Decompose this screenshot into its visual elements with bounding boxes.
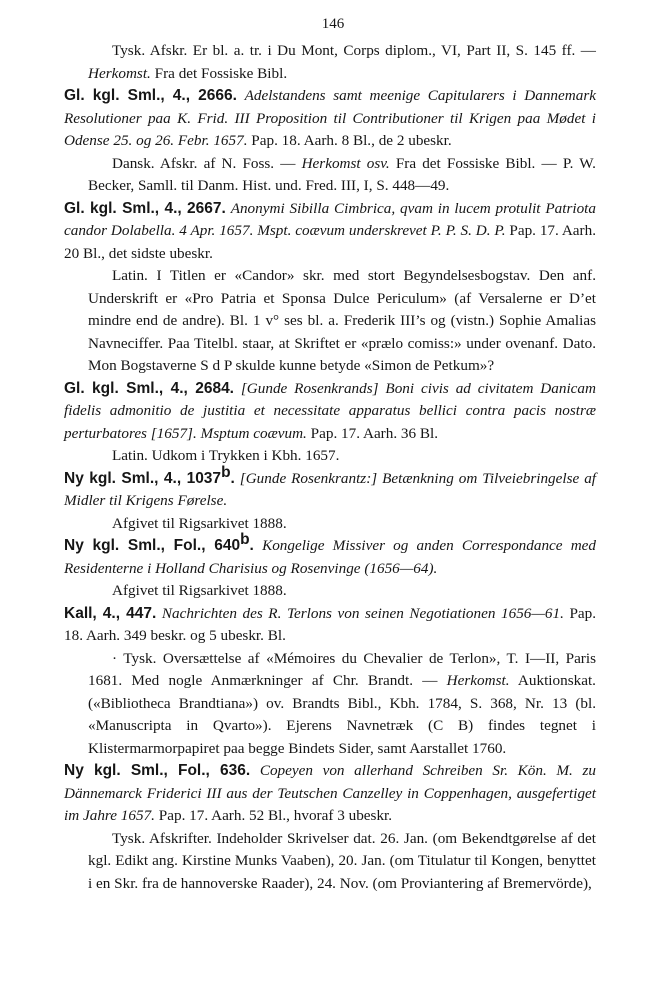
entry-note <box>88 648 596 761</box>
body-text: Latin. Udkom i Trykken i Kbh. 1657. <box>112 447 340 464</box>
entry-note <box>88 580 596 603</box>
shelfmark: Gl. kgl. Sml., 4., 2667. <box>64 199 226 217</box>
body-text: Afgivet til Rigsarkivet 1888. <box>112 514 287 532</box>
italic-text: Herkomst. <box>446 672 510 689</box>
page-number: 146 <box>321 16 345 32</box>
body-text: Pap. 17. Aarh. 36 Bl. <box>306 424 439 442</box>
entry-note <box>88 445 596 468</box>
italic-text: Anonymi Sibilla Cimbrica, qvam in lucem protulit Patriota candor Dolabella. 4 Apr. 1657. Mspt. coævum underskrevet P. P. S. D. P. <box>64 199 596 239</box>
body-text: Tysk. Afskrifter. Indeholder Skrivelser dat. 26. Jan. (om Bekendtgørelse af det kgl. Edikt ang. Kirstine Munks Vaaben), 20. Jan. (om Titulatur til Kongen, benyttet i en Skr. fra de hannoverske Raader), 24. Nov. (om Proviantering af Bremervörde), <box>88 829 596 892</box>
shelfmark: Ny kgl. Sml., Fol., 640 <box>64 537 241 554</box>
italic-text: Herkomst osv. <box>301 154 390 172</box>
body-text: ses bl. a. Frederik III’s og (vistn.) Sophie Amalias Navneciffer. Paa Titelbl. staar, at Skriftet er «prælo comiss:» under ovenanf. Dato. Mon Bogstaverne S d P skulde kunne betyde «Simon de Petkum»? <box>88 312 596 374</box>
catalogue-entry <box>64 530 597 580</box>
body-text <box>250 762 260 779</box>
entry-note <box>88 828 596 896</box>
catalogue-entry <box>64 198 596 266</box>
catalogue-entry <box>64 378 596 446</box>
shelfmark: Kall, 4., 447. <box>64 604 157 622</box>
italic-text: Kongelige Missiver og anden Correspondance med Residenterne i Holland Charisius og Rosenvinge (1656—64). <box>64 537 597 577</box>
shelfmark-superscript: b <box>221 463 231 481</box>
shelfmark: Ny kgl. Sml., 4., 1037 <box>64 469 222 487</box>
shelfmark: Gl. kgl. Sml., 4., 2684. <box>64 379 234 397</box>
document-page <box>64 14 597 895</box>
catalogue-entry <box>64 463 597 513</box>
shelfmark: Gl. kgl. Sml., 4., 2666. <box>64 87 237 104</box>
body-text: Afgivet til Rigsarkivet 1888. <box>112 582 287 599</box>
italic-text: Adelstandens samt meenige Capitularers i Dannemark Resolutioner paa K. Frid. III Proposition til Contributioner til Krigen paa Mødet i Odense 25. og 26. Febr. 1657. <box>64 87 596 149</box>
catalogue-text <box>64 40 597 895</box>
body-text: Pap. 17. Aarh. 52 Bl., hvoraf 3 ubeskr. <box>154 807 393 824</box>
body-text <box>234 380 241 397</box>
body-text <box>237 87 245 104</box>
italic-text: Herkomst. <box>88 64 151 82</box>
body-text: Auktionskat. («Bibliotheca Brandtiana») ov. Brandts Bibl., Kbh. 1784, S. 368, Nr. 13 (bl. «Manuscripta in Qvarto»). Ejerens Navnetræk (C B) findes tegnet i Klistermarmorpapiret paa begge Bindets Sider, samt Aarstallet 1760. <box>88 672 596 757</box>
shelfmark: Ny kgl. Sml., Fol., 636. <box>64 762 251 779</box>
shelfmark-superscript: b <box>240 530 250 548</box>
body-text: Dansk. Afskr. af N. Foss. — <box>112 154 302 172</box>
entry-note <box>88 40 596 85</box>
body-text <box>254 537 262 554</box>
body-text: Tysk. Afskr. Er bl. a. tr. i Du Mont, Corps diplom., VI, Part II, S. 145 ff. — <box>112 42 596 59</box>
entry-note <box>88 513 596 536</box>
italic-text: Nachrichten des R. Terlons von seinen Negotiationen 1656—61. <box>161 604 564 622</box>
entry-note <box>88 153 596 198</box>
shelfmark: . <box>230 469 235 487</box>
italic-text: Copeyen von allerhand Schreiben Sr. Kön. M. zu Dännemarck Friderici III aus der Teutschen Canzelley in Coppenhagen, ausgefertiget im Jahre 1657. <box>64 762 596 824</box>
catalogue-entry <box>64 760 596 828</box>
body-text: Pap. 18. Aarh. 349 beskr. og 5 ubeskr. Bl. <box>64 604 597 644</box>
body-text: Pap. 17. Aarh. 20 Bl., det sidste ubeskr. <box>64 222 596 262</box>
catalogue-entry <box>64 85 596 153</box>
italic-text: [Gunde Rosenkrantz:] Betænkning om Tilveiebringelse af Midler til Krigens Førelse. <box>64 469 597 509</box>
body-text: · Tysk. Oversættelse af «Mémoires du Chevalier de Terlon», T. I—II, Paris 1681. Med nogle Anmærkninger af Chr. Brandt. — <box>88 649 596 689</box>
body-text: Fra det Fossiske Bibl. <box>150 64 288 82</box>
entry-note <box>88 265 596 378</box>
catalogue-entry <box>64 603 596 648</box>
body-text: Pap. 18. Aarh. 8 Bl., de 2 ubeskr. <box>247 132 452 149</box>
italic-text: [Gunde Rosenkrands] Boni civis ad civitatem Danicam fidelis admonitio de justitia et necessitate apparatus bellici contra pacis nostræ perturbatores [1657]. Msptum coævum. <box>64 379 596 442</box>
body-text: Latin. I Titlen er «Candor» skr. med stort Begyndelsesbogstav. Den anf. Underskrift er «Pro Patria et Sponsa Dulce Periculum» (af Versalerne er D’et mindre end de andre). Bl. 1 v° <box>88 267 596 329</box>
body-text: Fra det Fossiske Bibl. — P. W. Becker, Samll. til Danm. Hist. und. Fred. III, I, S. 448—49. <box>88 154 596 194</box>
shelfmark: . <box>249 537 254 554</box>
